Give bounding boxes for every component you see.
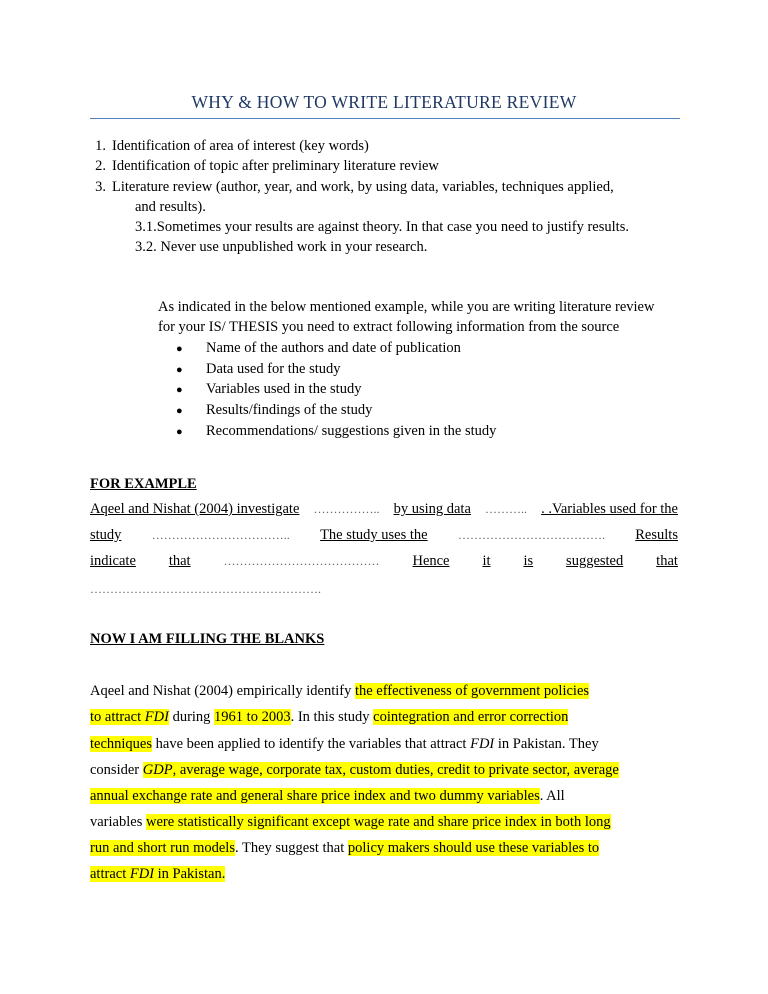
example-line: indicate that ………………………………… Hence it is suggested that [90,553,678,569]
filled-line: techniques have been applied to identify the variables that attract FDI in Pakistan. They [90,736,599,752]
example-blank: …………………………………………………. [90,582,321,596]
filled-line: run and short run models. They suggest that policy makers should use these variables to [90,840,600,856]
bullet-icon: ● [176,384,183,396]
list-item: 1. Identification of area of interest (key words) [95,138,369,154]
bullet-item: ● Data used for the study [176,361,341,377]
bullet-icon: ● [176,343,183,355]
bullet-icon: ● [176,405,183,417]
page-title: WHY & HOW TO WRITE LITERATURE REVIEW [191,92,577,112]
filled-line: consider GDP, average wage, corporate tax, custom duties, credit to private sector, average [90,762,619,778]
bullet-icon: ● [176,364,183,376]
sub-item: 3.2. Never use unpublished work in your research. [135,239,428,255]
bullet-item: ● Recommendations/ suggestions given in the study [176,423,497,439]
filled-line: to attract FDI during 1961 to 2003. In this study cointegration and error correction [90,709,569,725]
example-line: study …………………………….. The study uses the ………………………………. Results [90,527,678,543]
list-item: 2. Identification of topic after preliminary literature review [95,158,439,174]
bullet-item: ● Variables used in the study [176,381,362,397]
intro-line: As indicated in the below mentioned example, while you are writing literature review [158,299,655,315]
sub-item: 3.1.Sometimes your results are against theory. In that case you need to justify results. [135,219,629,235]
section-heading: FOR EXAMPLE [90,476,197,492]
intro-line: for your IS/ THESIS you need to extract following information from the source [158,319,620,335]
example-line: Aqeel and Nishat (2004) investigate …………….. by using data ……….. . .Variables used for the [90,501,678,517]
list-item-continuation: and results). [135,199,206,215]
bullet-item: ● Name of the authors and date of publication [176,340,461,356]
section-heading: NOW I AM FILLING THE BLANKS [90,631,325,647]
filled-line: Aqeel and Nishat (2004) empirically identify the effectiveness of government policies [90,683,590,699]
bullet-item: ● Results/findings of the study [176,402,373,418]
filled-line: variables were statistically significant except wage rate and share price index in both long [90,814,611,830]
title-rule [90,118,680,119]
filled-line: attract FDI in Pakistan. [90,866,226,882]
list-item: 3. Literature review (author, year, and work, by using data, variables, techniques applied, [95,179,614,195]
bullet-icon: ● [176,426,183,438]
filled-line: annual exchange rate and general share price index and two dummy variables. All [90,788,565,804]
